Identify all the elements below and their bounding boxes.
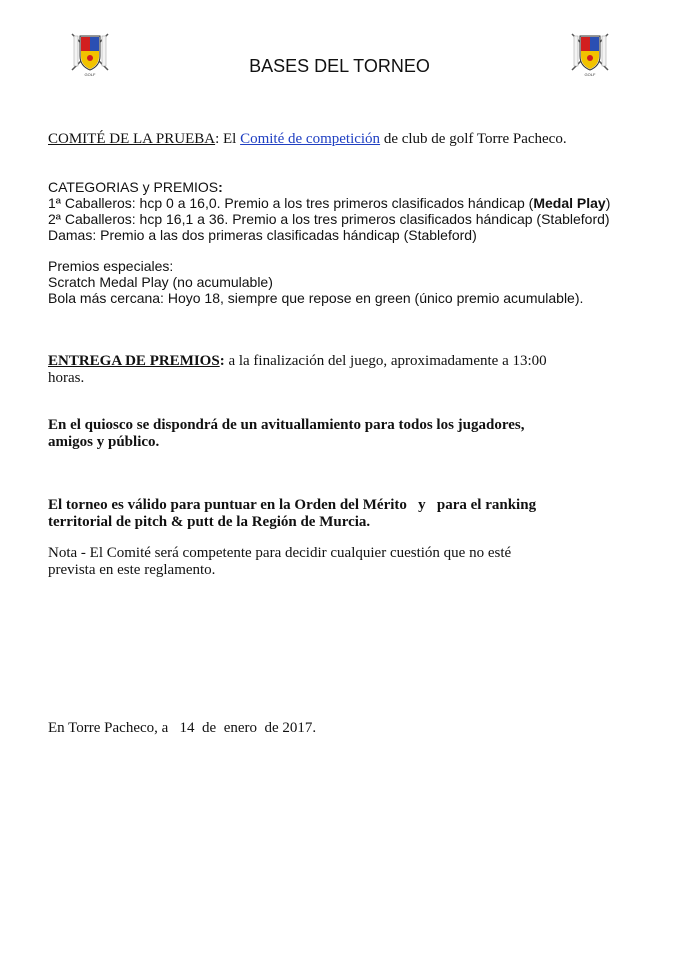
- logo-caption: GOLF: [584, 72, 596, 77]
- entrega-colon: :: [219, 353, 225, 369]
- categoria-1-text: 1ª Caballeros: hcp 0 a 16,0. Premio a los tres primeros clasificados hándicap (: [48, 195, 534, 211]
- fecha-line: En Torre Pacheco, a 14 de enero de 2017.: [48, 720, 317, 736]
- comite-colon: : El: [215, 131, 241, 147]
- entrega-line-1: [48, 353, 547, 370]
- categoria-line-3: Damas: Premio a las dos primeras clasificadas hándicap (Stableford): [48, 227, 477, 243]
- comite-rest: de club de golf Torre Pacheco.: [380, 131, 567, 147]
- nota-line-2: prevista en este reglamento.: [48, 562, 216, 578]
- categoria-1-close: ): [605, 195, 611, 211]
- entrega-line-2: horas.: [48, 370, 85, 386]
- logo-caption: GOLF: [84, 72, 96, 77]
- quiosco-text-2: amigos y público.: [48, 434, 160, 450]
- entrega-text: a la finalización del juego, aproximadamente a 13:00: [224, 353, 547, 369]
- especiales-line-1: Scratch Medal Play (no acumulable): [48, 274, 273, 290]
- torneo-line-1: [48, 497, 536, 514]
- torneo-line-2: [48, 514, 370, 531]
- torneo-text-2: territorial de pitch & putt de la Región de Murcia.: [48, 514, 371, 530]
- quiosco-text-1: En el quiosco se dispondrá de un avituallamiento para todos los jugadores,: [48, 417, 525, 433]
- categorias-header-colon: :: [218, 179, 223, 195]
- entrega-label: ENTREGA DE PREMIOS: [48, 353, 220, 369]
- comite-line: [48, 131, 567, 148]
- categoria-1-bold: Medal Play: [533, 195, 606, 211]
- especiales-line-2: Bola más cercana: Hoyo 18, siempre que repose en green (único premio acumulable).: [48, 290, 584, 306]
- comite-link[interactable]: Comité de competición: [240, 131, 381, 147]
- torneo-text-1: El torneo es válido para puntuar en la Orden del Mérito y para el ranking: [48, 497, 537, 513]
- categorias-header: [48, 179, 223, 195]
- especiales-header: Premios especiales:: [48, 258, 174, 274]
- categorias-header-text: CATEGORIAS y PREMIOS: [48, 179, 219, 195]
- quiosco-line-2: [48, 434, 159, 451]
- nota-line-1: Nota - El Comité será competente para decidir cualquier cuestión que no esté: [48, 545, 512, 561]
- comite-label: COMITÉ DE LA PRUEBA: [48, 131, 216, 147]
- categoria-line-1: [48, 195, 610, 211]
- document-title: BASES DEL TORNEO: [249, 56, 430, 76]
- categoria-line-2: 2ª Caballeros: hcp 16,1 a 36. Premio a los tres primeros clasificados hándicap (Stableford): [48, 211, 610, 227]
- quiosco-line-1: [48, 417, 524, 434]
